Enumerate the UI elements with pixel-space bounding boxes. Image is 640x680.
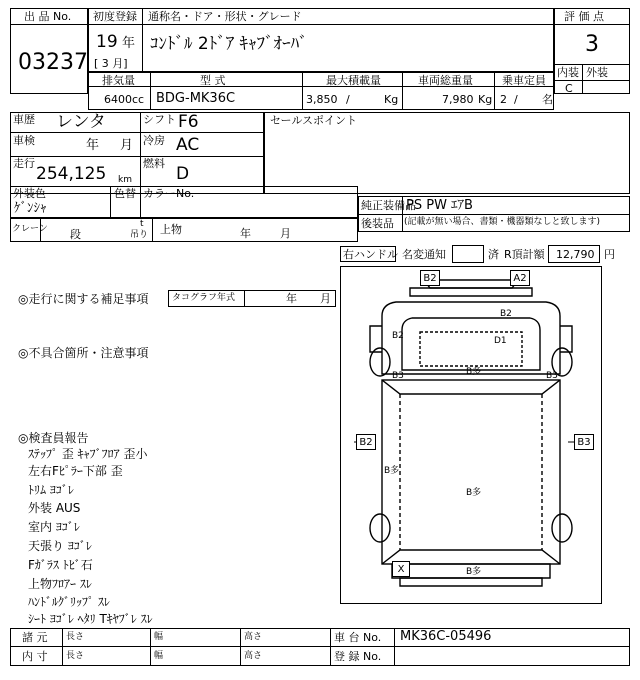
exterior-label: 外装 bbox=[586, 66, 608, 79]
inner-width-label: 幅 bbox=[154, 651, 164, 661]
footer-table bbox=[10, 628, 630, 666]
r-meter-label: R頂計額 bbox=[504, 248, 545, 261]
crane-row bbox=[10, 218, 358, 242]
damage-side-left: B2 bbox=[356, 434, 376, 450]
max-load-unit: Kg bbox=[384, 93, 399, 106]
inspector-item: 天張り ﾖｺﾞﾚ bbox=[28, 539, 92, 553]
mileage: 254,125 bbox=[36, 164, 107, 184]
damage-front-right: A2 bbox=[510, 270, 530, 286]
crane-label: クレーン bbox=[12, 224, 48, 234]
dimensions-label: 諸 元 bbox=[22, 631, 48, 644]
equipment-label: 純正装備品 bbox=[361, 199, 416, 212]
history-label: 車歴 bbox=[13, 113, 35, 126]
grade: 3 bbox=[585, 32, 599, 57]
chassis-label: 車 台 No. bbox=[334, 631, 382, 644]
aftermarket-note: (記載が無い場合、書類・機器類なしと致します) bbox=[404, 217, 601, 227]
damage-windshield: D1 bbox=[494, 336, 507, 346]
gross-weight-label: 車両総重量 bbox=[418, 74, 473, 87]
shift-label: シフト bbox=[143, 113, 176, 126]
tacho-label: タコグラフ年式 bbox=[172, 293, 236, 303]
expiry-label: 済 bbox=[488, 248, 499, 261]
inspector-item: ｼｰﾄ ﾖｺﾞﾚ ﾍﾀﾘ Tｷﾔﾌﾞﾚ ｽﾚ bbox=[28, 612, 153, 626]
name-change-label: 名変通知 bbox=[402, 248, 446, 261]
width-label: 幅 bbox=[154, 632, 164, 642]
yen-unit: 円 bbox=[604, 248, 615, 261]
equipment: PS PW ｴｱB bbox=[406, 198, 473, 213]
damage-bed-center: B多 bbox=[466, 488, 482, 498]
damage-bed-left: B多 bbox=[384, 466, 400, 476]
exterior-color: ｹﾞﾝｼｬ bbox=[14, 201, 47, 216]
fuel-label: 燃料 bbox=[143, 157, 165, 170]
exterior-color-label: 外装色 bbox=[13, 187, 46, 200]
capacity-unit: 名 bbox=[542, 93, 553, 106]
damage-cab-roof: B多 bbox=[466, 367, 482, 377]
inspector-item: 上物ﾌﾛｱｰ ｽﾚ bbox=[28, 577, 92, 591]
interior-label: 内装 bbox=[557, 66, 579, 79]
fuel: D bbox=[176, 164, 190, 184]
crane-ton-unit: t bbox=[140, 219, 144, 229]
model-name-label: 通称名・ドア・形状・グレード bbox=[148, 10, 302, 23]
mileage-label: 走行 bbox=[13, 157, 35, 170]
drive-side: 右ハンドル bbox=[343, 248, 398, 261]
damage-rear-x: X bbox=[392, 561, 410, 577]
damage-rear-bed: B多 bbox=[466, 567, 482, 577]
truck-outline bbox=[340, 266, 602, 604]
capacity: 2 bbox=[500, 93, 507, 106]
inspector-item: 室内 ﾖｺﾞﾚ bbox=[28, 520, 80, 534]
displacement: 6400 bbox=[104, 93, 132, 106]
interior-grade: C bbox=[565, 82, 573, 95]
model-type: BDG-MK36C bbox=[156, 91, 236, 106]
inner-length-label: 長さ bbox=[66, 651, 85, 661]
damage-front-left: B2 bbox=[420, 270, 440, 286]
damage-cab-side-right: B3 bbox=[546, 371, 558, 381]
inspector-item: ﾄﾘﾑ ﾖｺﾞﾚ bbox=[28, 483, 74, 497]
chassis-no: MK36C-05496 bbox=[400, 629, 492, 644]
shift: F6 bbox=[178, 112, 199, 132]
damage-side-right: B3 bbox=[574, 434, 594, 450]
inner-height-label: 高さ bbox=[244, 651, 263, 661]
max-load: 3,850 bbox=[306, 93, 338, 106]
length-label: 長さ bbox=[66, 632, 85, 642]
history: レンタ bbox=[56, 112, 106, 132]
aircon: AC bbox=[176, 135, 200, 155]
displacement-unit: cc bbox=[132, 93, 145, 106]
inspector-item: Fｶﾞﾗｽ ﾄﾋﾞ石 bbox=[28, 558, 93, 572]
inspection-label: 車検 bbox=[13, 134, 35, 147]
height-label: 高さ bbox=[244, 632, 263, 642]
crane-stage-unit: 段 bbox=[70, 228, 81, 241]
first-reg-year: 19 bbox=[96, 32, 118, 52]
driving-notes-title: ◎走行に関する補足事項 bbox=[18, 292, 149, 306]
crane-hoist-unit: 吊り bbox=[130, 230, 149, 240]
first-reg-label: 初度登録 bbox=[93, 10, 137, 23]
inspector-item: ｽﾃｯﾌﾟ 歪 ｷｬﾌﾞﾌﾛｱ 歪小 bbox=[28, 447, 148, 461]
defects-title: ◎不具合箇所・注意事項 bbox=[18, 346, 149, 360]
lot-no-label: 出 品 No. bbox=[24, 10, 72, 23]
max-load-label: 最大積載量 bbox=[326, 74, 381, 87]
damage-cab-side-left: B3 bbox=[392, 371, 404, 381]
capacity-slash: / bbox=[514, 93, 518, 106]
aftermarket-label: 後装品 bbox=[361, 217, 394, 230]
inspector-item: 左右Fﾋﾟﾗｰ下部 歪 bbox=[28, 464, 123, 478]
gross-weight: 7,980 bbox=[442, 93, 474, 106]
color-code-label: カラーNo. bbox=[143, 187, 195, 200]
lot-no: 03237 bbox=[18, 50, 88, 75]
registration-label: 登 録 No. bbox=[334, 650, 382, 663]
max-load-slash: / bbox=[346, 93, 350, 106]
model-type-label: 型 式 bbox=[200, 74, 226, 87]
body-month-unit: 月 bbox=[280, 227, 291, 240]
grade-label: 評 価 点 bbox=[564, 10, 604, 23]
r-meter-value: 12,790 bbox=[556, 248, 595, 261]
inspector-item: 外装 AUS bbox=[28, 501, 81, 515]
year-unit: 年 bbox=[122, 36, 136, 51]
inspection-month-unit: 月 bbox=[120, 138, 134, 153]
damage-cab-right: B2 bbox=[500, 309, 512, 319]
body-label: 上物 bbox=[160, 223, 182, 236]
mileage-unit: km bbox=[118, 175, 132, 185]
inspector-title: ◎検査員報告 bbox=[18, 431, 89, 445]
tacho-month-unit: 月 bbox=[320, 292, 331, 305]
inspection-year-unit: 年 bbox=[86, 138, 100, 153]
first-reg-month: [ 3 月] bbox=[94, 57, 128, 70]
aircon-label: 冷房 bbox=[143, 134, 165, 147]
damage-cab-left: B2 bbox=[392, 331, 404, 341]
body-year-unit: 年 bbox=[240, 227, 251, 240]
capacity-label: 乗車定員 bbox=[502, 74, 546, 87]
inspector-item: ﾊﾝﾄﾞﾙｸﾞﾘｯﾌﾟ ｽﾚ bbox=[28, 595, 110, 609]
name-change-box bbox=[452, 245, 484, 263]
inner-dim-label: 内 寸 bbox=[22, 650, 48, 663]
model-name: ｺﾝﾄﾞﾙ 2ﾄﾞｱ ｷｬﾌﾞｵｰﾊﾞ bbox=[150, 34, 308, 54]
sales-point-label: セールスポイント bbox=[270, 114, 358, 127]
displacement-label: 排気量 bbox=[102, 74, 135, 87]
gross-weight-unit: Kg bbox=[478, 93, 493, 106]
color-no-label: 色替 bbox=[114, 187, 136, 200]
tacho-year-unit: 年 bbox=[286, 292, 297, 305]
